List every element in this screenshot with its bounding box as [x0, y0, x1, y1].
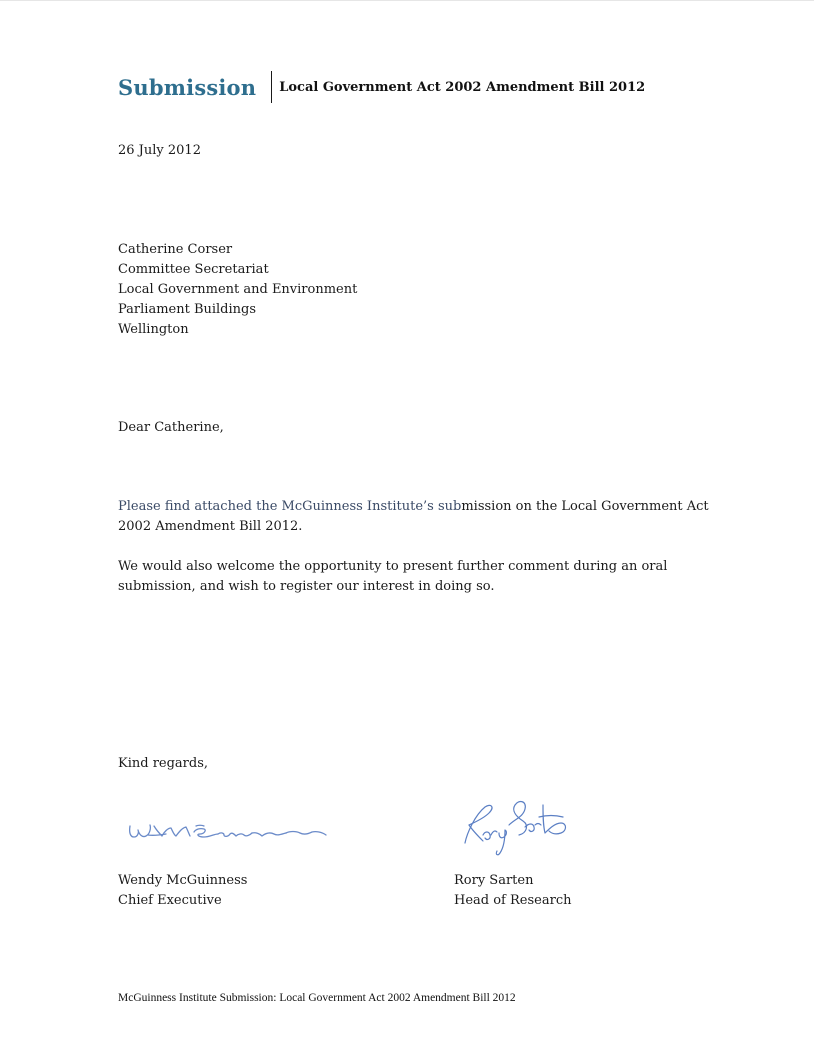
paragraph-text: mission on the Local Government Act: [461, 499, 709, 514]
document-header: [118, 70, 645, 104]
recipient-line: Local Government and Environment: [118, 282, 358, 297]
recipient-name: Catherine Corser: [118, 242, 233, 257]
recipient-line: Parliament Buildings: [118, 302, 257, 317]
recipient-address: [118, 240, 357, 340]
header-divider: [271, 71, 272, 103]
page-footer: McGuinness Institute Submission: Local Government Act 2002 Amendment Bill 2012: [118, 992, 516, 1004]
body-paragraph-1: [118, 497, 709, 537]
signatory-title: Chief Executive: [118, 893, 222, 908]
letter-date: 26 July 2012: [118, 143, 201, 158]
salutation: Dear Catherine,: [118, 420, 224, 435]
signatory-block-right: [454, 871, 571, 911]
paragraph-line: submission, and wish to register our interest in doing so.: [118, 579, 495, 594]
paragraph-accent-text: Please find attached the McGuinness Institute’s sub: [118, 499, 462, 514]
signature-wendy-mcguinness: [124, 812, 334, 852]
paragraph-line: [118, 497, 709, 517]
signatory-title: Head of Research: [454, 893, 572, 908]
closing: Kind regards,: [118, 756, 209, 771]
header-subtitle: Local Government Act 2002 Amendment Bill 2012: [279, 79, 646, 95]
paragraph-line: 2002 Amendment Bill 2012.: [118, 519, 303, 534]
recipient-city: Wellington: [118, 322, 189, 337]
signatory-name: Wendy McGuinness: [118, 873, 248, 888]
page-top-rule: [0, 0, 814, 1]
recipient-line: Committee Secretariat: [118, 262, 269, 277]
body-paragraph-2: [118, 557, 698, 597]
signatory-block-left: [118, 871, 247, 911]
header-title: Submission: [118, 74, 257, 100]
signatory-name: Rory Sarten: [454, 873, 534, 888]
paragraph-line: We would also welcome the opportunity to present further comment during an oral: [118, 559, 668, 574]
signature-rory-sarten: [455, 795, 575, 861]
